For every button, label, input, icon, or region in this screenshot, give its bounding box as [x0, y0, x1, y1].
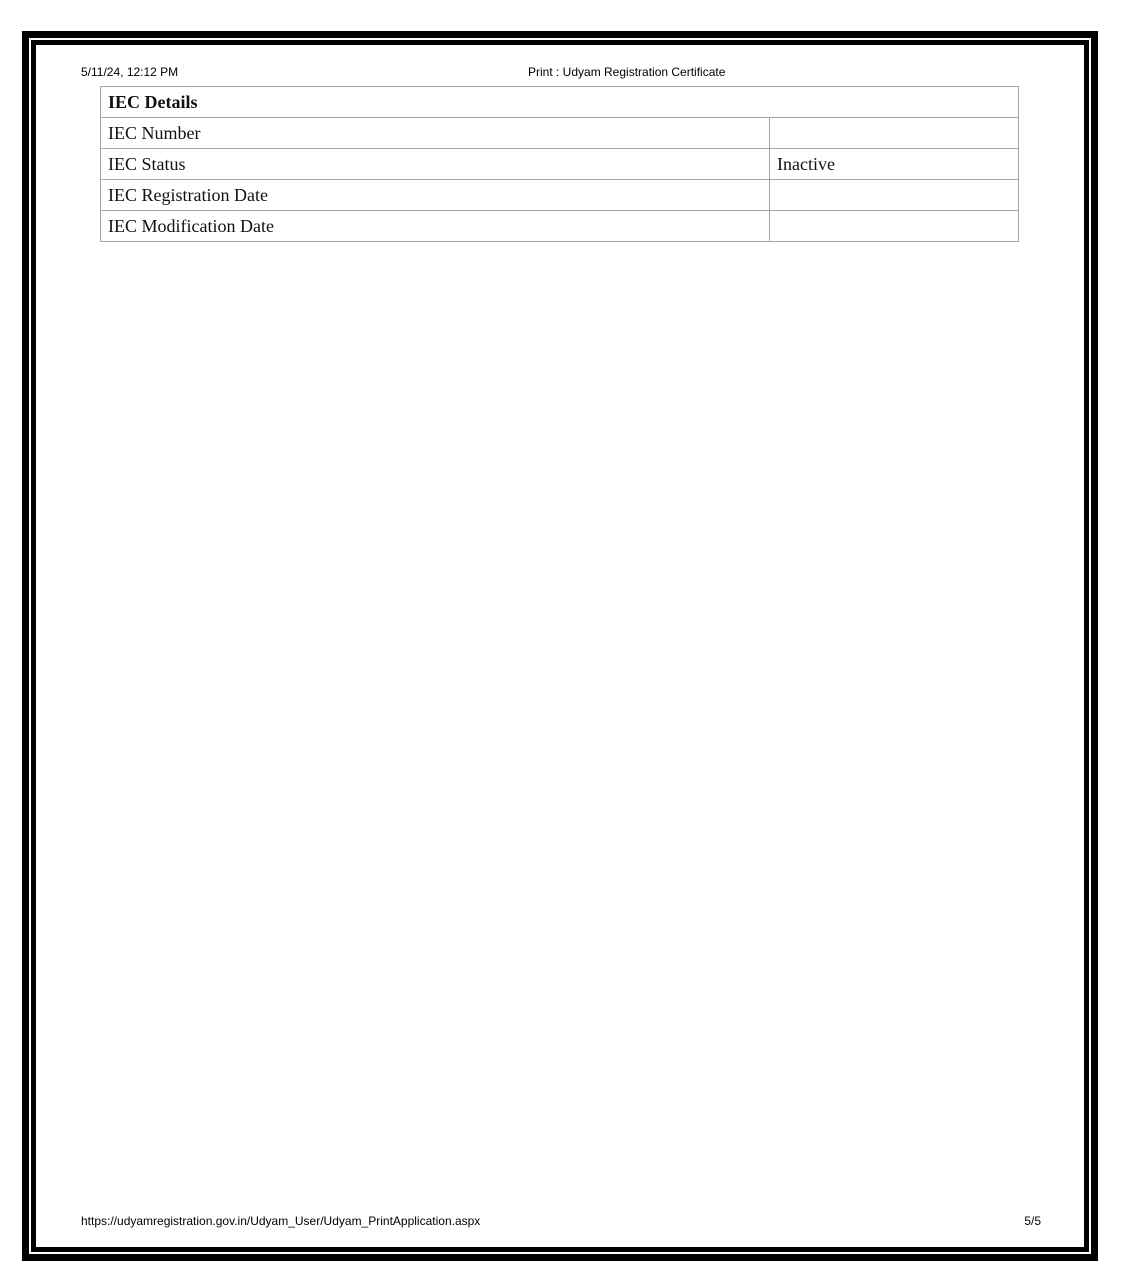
section-title: IEC Details [101, 87, 1019, 118]
print-footer [81, 1214, 1041, 1230]
table-row [101, 118, 1019, 149]
row-label: IEC Number [101, 118, 770, 149]
table-row [101, 211, 1019, 242]
row-value [770, 118, 1019, 149]
print-title: Print : Udyam Registration Certificate [528, 65, 726, 79]
row-value [770, 180, 1019, 211]
row-label: IEC Modification Date [101, 211, 770, 242]
table-row [101, 149, 1019, 180]
page-number: 5/5 [1024, 1214, 1041, 1228]
print-url: https://udyamregistration.gov.in/Udyam_User/Udyam_PrintApplication.aspx [81, 1214, 481, 1228]
table-row [101, 180, 1019, 211]
row-value [770, 211, 1019, 242]
row-label: IEC Status [101, 149, 770, 180]
print-header [81, 65, 1041, 81]
row-label: IEC Registration Date [101, 180, 770, 211]
iec-details-table [100, 86, 1019, 242]
table-row [101, 87, 1019, 118]
row-value: Inactive [770, 149, 1019, 180]
print-datetime: 5/11/24, 12:12 PM [81, 65, 179, 79]
